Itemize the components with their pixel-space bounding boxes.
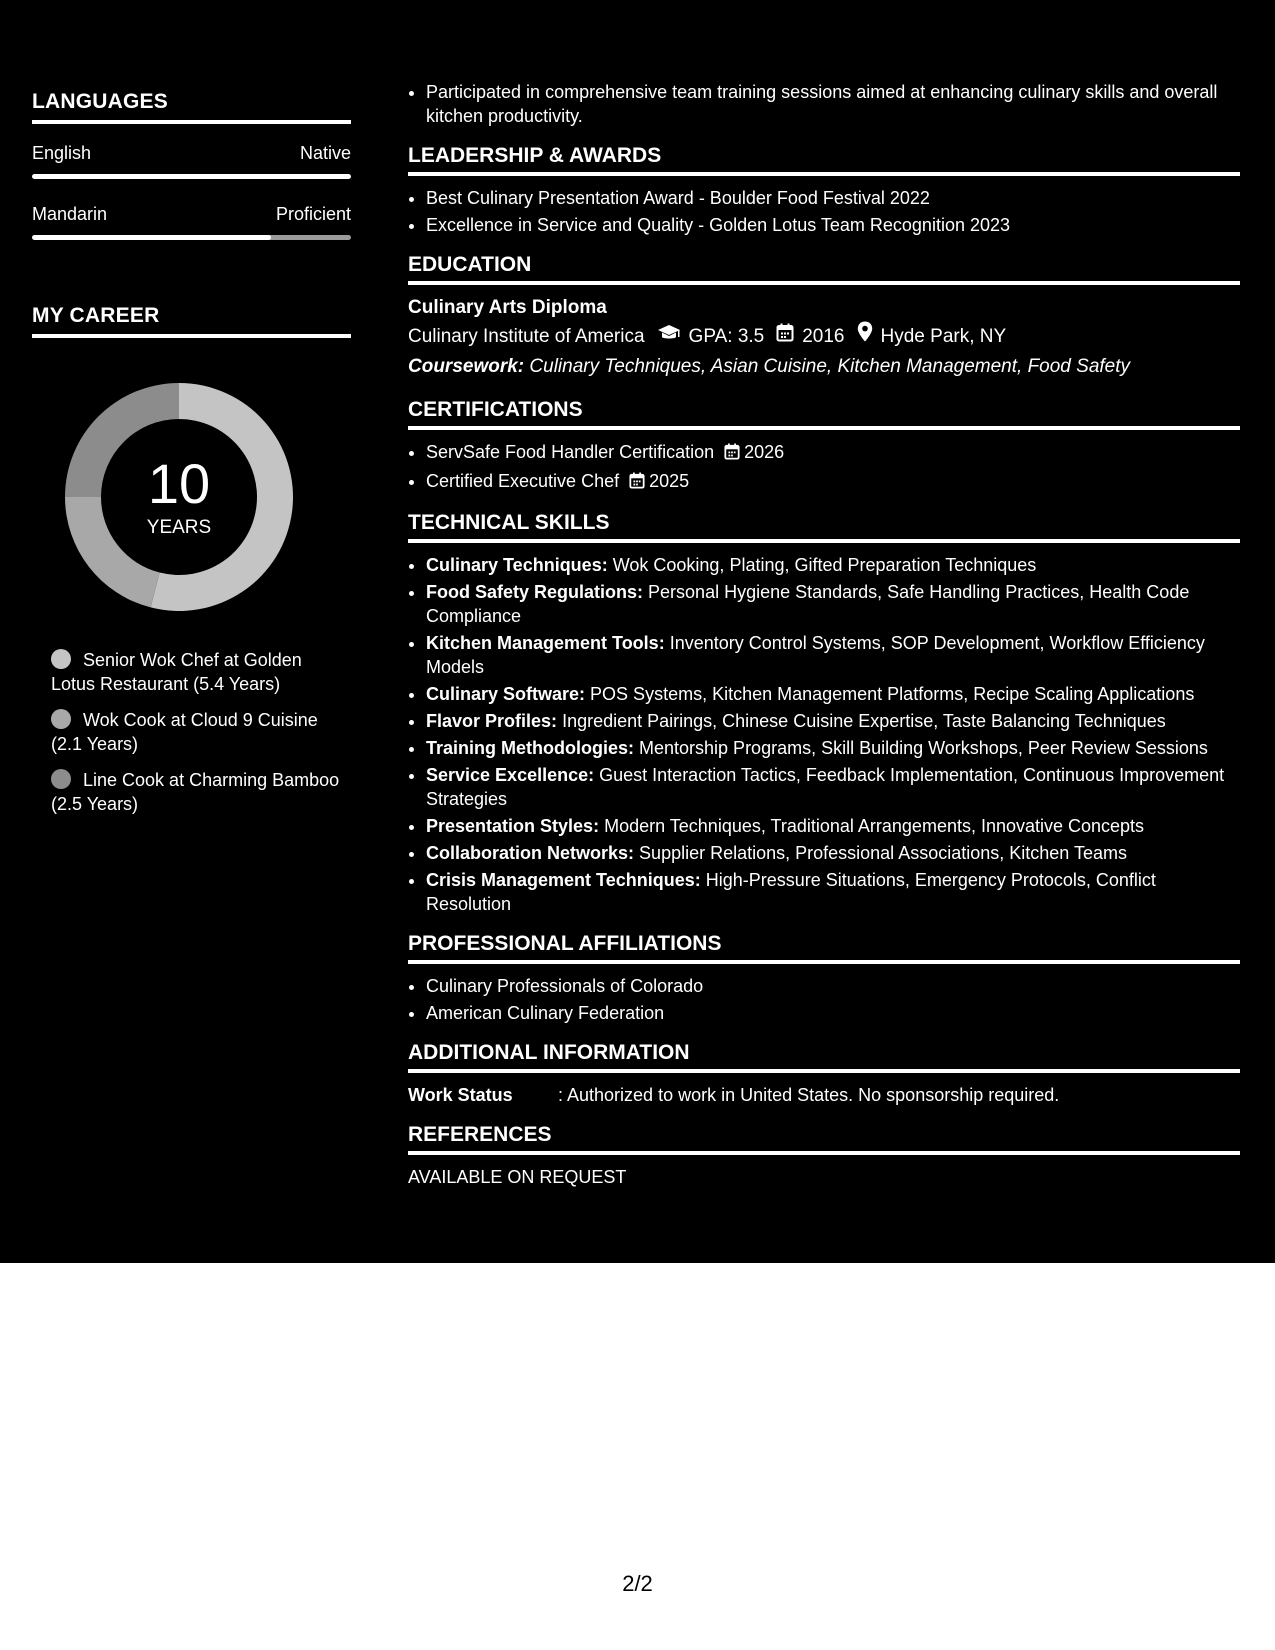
skill-label: Collaboration Networks: [426, 843, 635, 863]
skill-text: Inventory Control Systems, SOP Development, Workflow Efficiency Models [426, 633, 1205, 677]
page-number: 2/2 [622, 1571, 653, 1596]
references-section [408, 1123, 1240, 1189]
skill-text: Supplier Relations, Professional Associations, Kitchen Teams [639, 843, 1127, 863]
references-text: AVAILABLE ON REQUEST [408, 1167, 627, 1187]
languages-heading: LANGUAGES [32, 90, 351, 124]
award-item: • Best Culinary Presentation Award - Boulder Food Festival 2022 [426, 186, 1240, 210]
experience-bullet: • Participated in comprehensive team training sessions aimed at enhancing culinary skills and overall kitchen productivity. [426, 80, 1240, 128]
career-total-unit: YEARS [146, 517, 212, 538]
skill-item [426, 553, 1240, 577]
education-location: Hyde Park, NY [880, 325, 1007, 347]
main-content [408, 80, 1240, 1189]
certification-year: 2025 [649, 471, 690, 491]
work-status-value: : Authorized to work in United States. No sponsorship required. [558, 1085, 1060, 1105]
coursework-label: Coursework: [408, 356, 525, 377]
skill-label: Service Excellence: [426, 765, 595, 785]
skill-text: Modern Techniques, Traditional Arrangements, Innovative Concepts [604, 816, 1145, 836]
leadership-heading: LEADERSHIP & AWARDS [408, 144, 1240, 176]
skill-text: Ingredient Pairings, Chinese Cuisine Expertise, Taste Balancing Techniques [562, 711, 1166, 731]
skill-item [426, 709, 1240, 733]
education-coursework [408, 352, 1240, 382]
language-level-fill [32, 174, 351, 179]
map-pin-icon [857, 321, 873, 352]
affiliation-item: • Culinary Professionals of Colorado [426, 974, 1240, 998]
career-legend [51, 648, 341, 816]
calendar-icon [724, 442, 740, 466]
education-heading: EDUCATION [408, 253, 1240, 285]
skill-text: Guest Interaction Tactics, Feedback Implementation, Continuous Improvement Strategies [426, 765, 1225, 809]
skills-section [408, 511, 1240, 916]
leadership-section [408, 144, 1240, 237]
skill-label: Crisis Management Techniques: [426, 870, 701, 890]
additional-heading: ADDITIONAL INFORMATION [408, 1041, 1240, 1073]
language-item [32, 203, 351, 240]
skill-label: Kitchen Management Tools: [426, 633, 665, 653]
career-total-years: 10 [147, 452, 211, 515]
graduation-cap-icon [657, 322, 681, 352]
skill-text: POS Systems, Kitchen Management Platforms, Recipe Scaling Applications [590, 684, 1195, 704]
certification-name: ServSafe Food Handler Certification [426, 442, 715, 462]
work-status-label: Work Status [408, 1085, 513, 1105]
language-level-bar [32, 174, 351, 179]
skill-text: Mentorship Programs, Skill Building Workshops, Peer Review Sessions [639, 738, 1208, 758]
experience-bullets [408, 80, 1240, 128]
language-level-fill [32, 235, 271, 240]
sidebar [32, 90, 351, 828]
career-legend-label: Wok Cook at Cloud 9 Cuisine (2.1 Years) [51, 710, 318, 754]
skill-item [426, 631, 1240, 679]
certification-year: 2026 [744, 442, 785, 462]
career-legend-label: Senior Wok Chef at Golden Lotus Restaurant (5.4 Years) [51, 650, 302, 694]
skill-text: Wok Cooking, Plating, Gifted Preparation Techniques [612, 555, 1037, 575]
skill-label: Training Methodologies: [426, 738, 634, 758]
skill-label: Culinary Techniques: [426, 555, 608, 575]
affiliations-section [408, 932, 1240, 1025]
skill-label: Presentation Styles: [426, 816, 600, 836]
certification-name: Certified Executive Chef [426, 471, 620, 491]
career-donut-chart [64, 382, 294, 612]
calendar-icon [629, 471, 645, 495]
language-name: Mandarin [32, 204, 108, 224]
language-level-bar [32, 235, 351, 240]
education-details [408, 321, 1240, 352]
language-name: English [32, 143, 92, 163]
language-level: Proficient [275, 204, 351, 224]
career-legend-label: Line Cook at Charming Bamboo (2.5 Years) [51, 770, 340, 814]
affiliations-heading: PROFESSIONAL AFFILIATIONS [408, 932, 1240, 964]
career-legend-item [51, 648, 341, 696]
skill-item [426, 763, 1240, 811]
skill-item [426, 682, 1240, 706]
education-school: Culinary Institute of America [408, 325, 645, 347]
education-year: 2016 [802, 325, 845, 347]
calendar-icon [776, 322, 794, 352]
language-item [32, 142, 351, 179]
language-level: Native [299, 143, 351, 163]
skill-item [426, 841, 1240, 865]
skill-item [426, 868, 1240, 916]
language-list [32, 142, 351, 240]
certifications-heading: CERTIFICATIONS [408, 398, 1240, 430]
skill-item [426, 736, 1240, 760]
skills-heading: TECHNICAL SKILLS [408, 511, 1240, 543]
legend-dot-icon [51, 769, 71, 789]
certifications-section [408, 398, 1240, 495]
education-degree: Culinary Arts Diploma [408, 297, 607, 318]
skill-label: Culinary Software: [426, 684, 586, 704]
legend-dot-icon [51, 649, 71, 669]
skill-item [426, 814, 1240, 838]
additional-section [408, 1041, 1240, 1107]
certification-item [426, 469, 1240, 495]
affiliation-item: • American Culinary Federation [426, 1001, 1240, 1025]
career-heading: MY CAREER [32, 304, 351, 338]
skill-text: High-Pressure Situations, Emergency Protocols, Conflict Resolution [426, 870, 1156, 914]
award-item: • Excellence in Service and Quality - Golden Lotus Team Recognition 2023 [426, 213, 1240, 237]
references-heading: REFERENCES [408, 1123, 1240, 1155]
certification-item [426, 440, 1240, 466]
work-status-row [408, 1083, 1240, 1107]
skill-label: Food Safety Regulations: [426, 582, 644, 602]
legend-dot-icon [51, 709, 71, 729]
skill-item [426, 580, 1240, 628]
coursework-list: Culinary Techniques, Asian Cuisine, Kitchen Management, Food Safety [529, 356, 1131, 377]
skill-label: Flavor Profiles: [426, 711, 558, 731]
skill-text: Personal Hygiene Standards, Safe Handling Practices, Health Code Compliance [426, 582, 1190, 626]
education-section [408, 253, 1240, 382]
career-legend-item [51, 708, 341, 756]
education-gpa: GPA: 3.5 [688, 325, 765, 347]
career-legend-item [51, 768, 341, 816]
